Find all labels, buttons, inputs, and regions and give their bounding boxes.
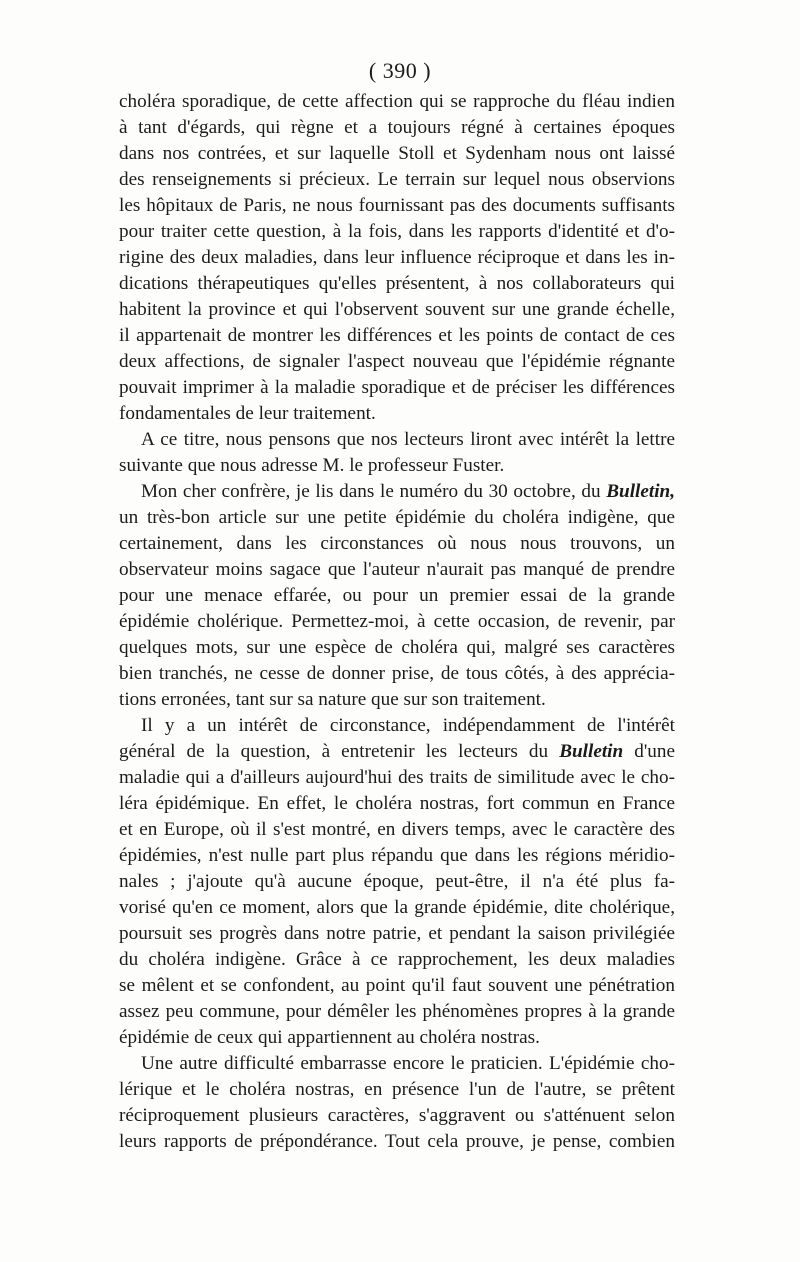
italic-title: Bulletin <box>559 741 624 762</box>
paragraph-3 <box>119 479 675 713</box>
text-line: réciproquement plusieurs caractères, s'aggravent ou s'atténuent selon <box>119 1105 675 1126</box>
text-line: deux affections, de signaler l'aspect nouveau que l'épidémie régnante <box>119 351 675 372</box>
text-line: se mêlent et se confondent, au point qu'il faut souvent une pénétration <box>119 975 675 996</box>
text-line: du choléra indigène. Grâce à ce rapprochement, les deux maladies <box>119 949 675 970</box>
text-line: suivante que nous adresse M. le professeur Fuster. <box>119 455 505 476</box>
text-line: à tant d'égards, qui règne et a toujours régné à certaines époques <box>119 117 675 138</box>
text-line: pour une menace effarée, ou pour un premier essai de la grande <box>119 585 675 606</box>
text-line: certainement, dans les circonstances où nous nous trouvons, un <box>119 533 675 554</box>
text-line: Une autre difficulté embarrasse encore le praticien. L'épidémie cho- <box>141 1053 675 1074</box>
text-line: pouvait imprimer à la maladie sporadique et de préciser les différences <box>119 377 675 398</box>
text-segment: d'une <box>623 741 675 762</box>
text-line: observateur moins sagace que l'auteur n'aurait pas manqué de prendre <box>119 559 675 580</box>
text-segment: général de la question, à entretenir les lecteurs du <box>119 741 549 762</box>
text-line: habitent la province et qui l'observent souvent sur une grande échelle, <box>119 299 675 320</box>
text-line: épidémies, n'est nulle part plus répandu que dans les régions méridio- <box>119 845 675 866</box>
text-line: dans nos contrées, et sur laquelle Stoll et Sydenham nous ont laissé <box>119 143 675 164</box>
text-line: assez peu commune, pour démêler les phénomènes propres à la grande <box>119 1001 675 1022</box>
text-line: bien tranchés, ne cesse de donner prise, de tous côtés, à des apprécia- <box>119 663 675 684</box>
text-line: rigine des deux maladies, dans leur influence réciproque et dans les in- <box>119 247 675 268</box>
text-line <box>119 479 675 505</box>
text-line: quelques mots, sur une espèce de choléra qui, malgré ses caractères <box>119 637 675 658</box>
text-line <box>119 739 675 765</box>
paragraph-1 <box>119 89 675 427</box>
text-line: épidémie de ceux qui appartiennent au choléra nostras. <box>119 1027 540 1048</box>
text-line: Il y a un intérêt de circonstance, indépendamment de l'intérêt <box>141 715 675 736</box>
paragraph-5 <box>119 1051 675 1155</box>
text-line: les hôpitaux de Paris, ne nous fournissant pas des documents suffisants <box>119 195 675 216</box>
text-line: léra épidémique. En effet, le choléra nostras, fort commun en France <box>119 793 675 814</box>
text-line: fondamentales de leur traitement. <box>119 403 376 424</box>
text-segment: Mon cher confrère, je lis dans le numéro du 30 octobre, du <box>141 481 601 502</box>
text-line: maladie qui a d'ailleurs aujourd'hui des traits de similitude avec le cho- <box>119 767 675 788</box>
text-line: et en Europe, où il s'est montré, en divers temps, avec le caractère des <box>119 819 675 840</box>
text-line: lérique et le choléra nostras, en présence l'un de l'autre, se prêtent <box>119 1079 675 1100</box>
text-line: poursuit ses progrès dans notre patrie, et pendant la saison privilégiée <box>119 923 675 944</box>
text-line: nales ; j'ajoute qu'à aucune époque, peut-être, il n'a été plus fa- <box>119 871 675 892</box>
text-line: dications thérapeutiques qu'elles présentent, à nos collaborateurs qui <box>119 273 675 294</box>
text-line: épidémie cholérique. Permettez-moi, à cette occasion, de revenir, par <box>119 611 675 632</box>
page-number: ( 390 ) <box>368 58 432 83</box>
text-line: choléra sporadique, de cette affection qui se rapproche du fléau indien <box>119 91 675 112</box>
text-line: des renseignements si précieux. Le terrain sur lequel nous observions <box>119 169 675 190</box>
paragraph-2 <box>119 427 675 479</box>
text-line: tions erronées, tant sur sa nature que sur son traitement. <box>119 689 546 710</box>
text-line: A ce titre, nous pensons que nos lecteurs liront avec intérêt la lettre <box>141 429 675 450</box>
text-line: il appartenait de montrer les différences et les points de contact de ces <box>119 325 675 346</box>
text-line: un très-bon article sur une petite épidémie du choléra indigène, que <box>119 507 675 528</box>
paragraph-4 <box>119 713 675 1051</box>
text-line: vorisé qu'en ce moment, alors que la grande épidémie, dite cholérique, <box>119 897 675 918</box>
body-text <box>119 89 675 1155</box>
text-line: leurs rapports de prépondérance. Tout cela prouve, je pense, combien <box>119 1131 675 1152</box>
text-line: pour traiter cette question, à la fois, dans les rapports d'identité et d'o- <box>119 221 675 242</box>
italic-title: Bulletin, <box>606 481 675 502</box>
